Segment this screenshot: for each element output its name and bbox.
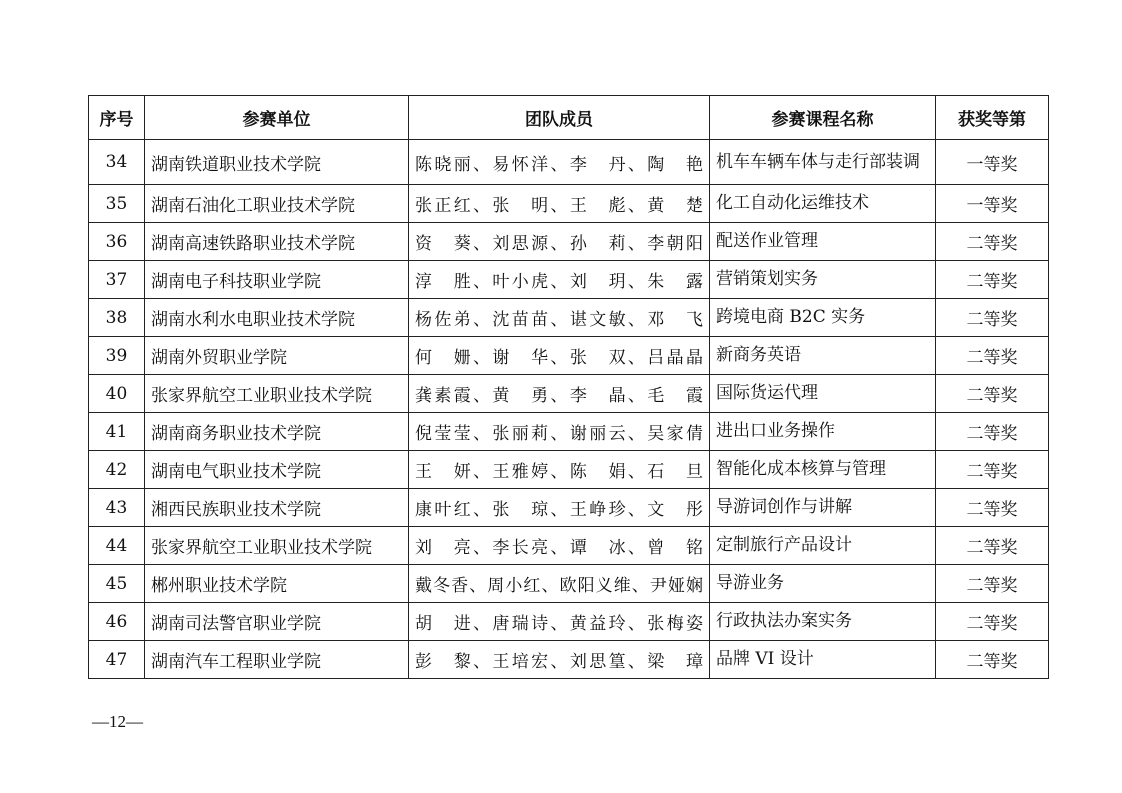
table-row (89, 413, 1049, 451)
cell-award: 二等奖 (936, 375, 1049, 413)
cell-course: 机车车辆车体与走行部装调 (710, 140, 936, 185)
table-header-row (89, 96, 1049, 140)
cell-unit: 湖南汽车工程职业学院 (145, 641, 409, 679)
cell-no: 44 (89, 527, 145, 565)
cell-no: 36 (89, 223, 145, 261)
table-row (89, 299, 1049, 337)
table-row (89, 140, 1049, 185)
table-row (89, 223, 1049, 261)
cell-no: 43 (89, 489, 145, 527)
cell-award: 二等奖 (936, 413, 1049, 451)
cell-award: 一等奖 (936, 140, 1049, 185)
cell-team: 杨佐弟、沈苗苗、谌文敏、邓 飞 (409, 299, 710, 337)
cell-award: 二等奖 (936, 641, 1049, 679)
cell-unit: 湖南电气职业技术学院 (145, 451, 409, 489)
cell-no: 40 (89, 375, 145, 413)
cell-team: 胡 进、唐瑞诗、黄益玲、张梅姿 (409, 603, 710, 641)
table-row (89, 565, 1049, 603)
cell-course: 新商务英语 (710, 337, 936, 375)
table-row (89, 489, 1049, 527)
cell-no: 46 (89, 603, 145, 641)
cell-unit: 湖南铁道职业技术学院 (145, 140, 409, 185)
cell-course: 智能化成本核算与管理 (710, 451, 936, 489)
cell-course: 化工自动化运维技术 (710, 185, 936, 223)
table-row (89, 375, 1049, 413)
cell-award: 二等奖 (936, 565, 1049, 603)
awards-table (88, 95, 1049, 679)
cell-no: 38 (89, 299, 145, 337)
table-row (89, 185, 1049, 223)
cell-unit: 湖南水利水电职业技术学院 (145, 299, 409, 337)
cell-team: 王 妍、王雅婷、陈 娟、石 旦 (409, 451, 710, 489)
cell-no: 35 (89, 185, 145, 223)
cell-team: 康叶红、张 琼、王峥珍、文 彤 (409, 489, 710, 527)
cell-unit: 湖南商务职业技术学院 (145, 413, 409, 451)
header-course: 参赛课程名称 (710, 96, 936, 140)
table-row (89, 527, 1049, 565)
cell-no: 41 (89, 413, 145, 451)
cell-award: 二等奖 (936, 603, 1049, 641)
cell-no: 37 (89, 261, 145, 299)
cell-unit: 张家界航空工业职业技术学院 (145, 375, 409, 413)
table-row (89, 337, 1049, 375)
cell-award: 二等奖 (936, 451, 1049, 489)
header-award: 获奖等第 (936, 96, 1049, 140)
page-number: —12— (92, 712, 143, 731)
table-row (89, 603, 1049, 641)
table-row (89, 451, 1049, 489)
cell-no: 39 (89, 337, 145, 375)
cell-course: 配送作业管理 (710, 223, 936, 261)
table-body (89, 140, 1049, 679)
cell-award: 二等奖 (936, 223, 1049, 261)
cell-unit: 湖南高速铁路职业技术学院 (145, 223, 409, 261)
cell-unit: 湖南外贸职业学院 (145, 337, 409, 375)
header-team: 团队成员 (409, 96, 710, 140)
cell-team: 戴冬香、周小红、欧阳义维、尹娅娴 (409, 565, 710, 603)
cell-award: 二等奖 (936, 337, 1049, 375)
cell-team: 陈晓丽、易怀洋、李 丹、陶 艳 (409, 140, 710, 185)
cell-team: 刘 亮、李长亮、谭 冰、曾 铭 (409, 527, 710, 565)
header-unit: 参赛单位 (145, 96, 409, 140)
cell-course: 跨境电商 B2C 实务 (710, 299, 936, 337)
cell-course: 行政执法办案实务 (710, 603, 936, 641)
table-row (89, 641, 1049, 679)
cell-team: 何 姗、谢 华、张 双、吕晶晶 (409, 337, 710, 375)
cell-course: 导游业务 (710, 565, 936, 603)
cell-course: 定制旅行产品设计 (710, 527, 936, 565)
cell-no: 47 (89, 641, 145, 679)
cell-course: 品牌 VI 设计 (710, 641, 936, 679)
cell-unit: 湘西民族职业技术学院 (145, 489, 409, 527)
cell-team: 倪莹莹、张丽莉、谢丽云、吴家倩 (409, 413, 710, 451)
cell-course: 导游词创作与讲解 (710, 489, 936, 527)
cell-course: 国际货运代理 (710, 375, 936, 413)
cell-unit: 湖南石油化工职业技术学院 (145, 185, 409, 223)
cell-unit: 湖南司法警官职业学院 (145, 603, 409, 641)
cell-course: 进出口业务操作 (710, 413, 936, 451)
cell-no: 34 (89, 140, 145, 185)
cell-award: 二等奖 (936, 261, 1049, 299)
cell-award: 二等奖 (936, 527, 1049, 565)
cell-team: 龚素霞、黄 勇、李 晶、毛 霞 (409, 375, 710, 413)
cell-award: 二等奖 (936, 489, 1049, 527)
cell-award: 二等奖 (936, 299, 1049, 337)
cell-no: 45 (89, 565, 145, 603)
cell-unit: 张家界航空工业职业技术学院 (145, 527, 409, 565)
cell-unit: 湖南电子科技职业学院 (145, 261, 409, 299)
cell-team: 张正红、张 明、王 彪、黄 楚 (409, 185, 710, 223)
cell-award: 一等奖 (936, 185, 1049, 223)
cell-team: 淳 胜、叶小虎、刘 玥、朱 露 (409, 261, 710, 299)
cell-team: 彭 黎、王培宏、刘思篁、梁 璋 (409, 641, 710, 679)
header-no: 序号 (89, 96, 145, 140)
table-row (89, 261, 1049, 299)
cell-no: 42 (89, 451, 145, 489)
cell-course: 营销策划实务 (710, 261, 936, 299)
cell-unit: 郴州职业技术学院 (145, 565, 409, 603)
cell-team: 资 葵、刘思源、孙 莉、李朝阳 (409, 223, 710, 261)
